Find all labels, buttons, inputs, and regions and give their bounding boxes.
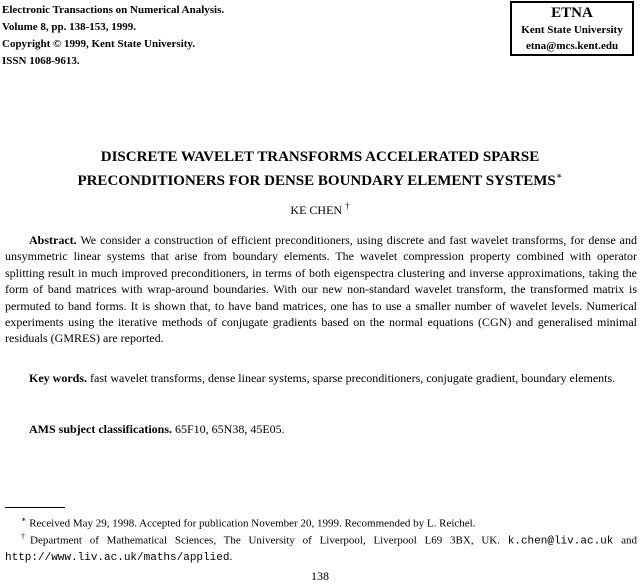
journal-info bbox=[2, 2, 224, 70]
footnote-2-and: and bbox=[621, 534, 638, 547]
journal-line: ISSN 1068-9613. bbox=[2, 55, 80, 67]
author bbox=[0, 201, 640, 218]
department-url-link[interactable]: http://www.liv.ac.uk/maths/applied bbox=[5, 551, 230, 564]
ams-label: AMS subject classifications. bbox=[29, 422, 172, 436]
etna-box bbox=[510, 1, 634, 56]
footnote-2-text: Department of Mathematical Sciences, The University of Liverpool, Liverpool L69 3BX, UK. bbox=[30, 534, 500, 547]
etna-university: Kent State University bbox=[521, 24, 623, 36]
keywords-label: Key words. bbox=[29, 371, 87, 385]
title-line-1: DISCRETE WAVELET TRANSFORMS ACCELERATED SPARSE bbox=[100, 149, 540, 165]
title-line-2-text: PRECONDITIONERS FOR DENSE BOUNDARY ELEMENT SYSTEMS bbox=[77, 173, 556, 189]
author-name: KE CHEN bbox=[290, 203, 343, 217]
title-line-2 bbox=[0, 167, 640, 191]
journal-line: Copyright © 1999, Kent State University. bbox=[2, 38, 196, 50]
author-footnote-mark[interactable]: † bbox=[345, 201, 350, 211]
ams-text: 65F10, 65N38, 45E05. bbox=[175, 422, 285, 436]
footnote-divider bbox=[5, 507, 65, 508]
page-number: 138 bbox=[311, 569, 329, 583]
ams-classifications bbox=[5, 421, 637, 437]
keywords bbox=[5, 370, 637, 386]
paper-title bbox=[0, 148, 640, 191]
etna-email: etna@mcs.kent.edu bbox=[525, 40, 619, 52]
etna-name: ETNA bbox=[551, 5, 593, 21]
footnote-2-end: . bbox=[229, 550, 233, 563]
keywords-text: fast wavelet transforms, dense linear systems, sparse preconditioners, conjugate gradient, boundary elements. bbox=[90, 371, 616, 385]
footnote-1-mark: ∗ bbox=[21, 515, 27, 524]
abstract bbox=[5, 232, 637, 347]
title-footnote-mark[interactable]: ∗ bbox=[555, 171, 563, 182]
footnote-2-mark: † bbox=[21, 532, 31, 541]
footnote-2 bbox=[5, 529, 637, 566]
abstract-label: Abstract. bbox=[29, 233, 77, 247]
author-email-link[interactable]: k.chen@liv.ac.uk bbox=[507, 535, 614, 548]
abstract-text: We consider a construction of efficient preconditioners, using discrete and fast wavelet transforms, for dense and unsymmetric linear systems that arise from boundary elements. The wavelet compression property combined with operator splitting result in much improved preconditioners, in terms of both eigenspectra clustering and inverse approximations, taking the form of band matrices with wrap-around boundaries. With our new non-standard wavelet transform, the transformed matrix is permuted to band forms. It is shown that, to have band matrices, one has to use a smaller number of wavelet levels. Numerical experiments using the iterative methods of conjugate gradients based on the normal equations (CGN) and generalised minimal residuals (GMRES) are reported. bbox=[5, 233, 637, 346]
journal-line: Electronic Transactions on Numerical Analysis. bbox=[2, 4, 225, 16]
journal-line: Volume 8, pp. 138-153, 1999. bbox=[2, 21, 137, 33]
footnote-1-text: Received May 29, 1998. Accepted for publication November 20, 1999. Recommended by L. Reichel. bbox=[29, 517, 476, 530]
